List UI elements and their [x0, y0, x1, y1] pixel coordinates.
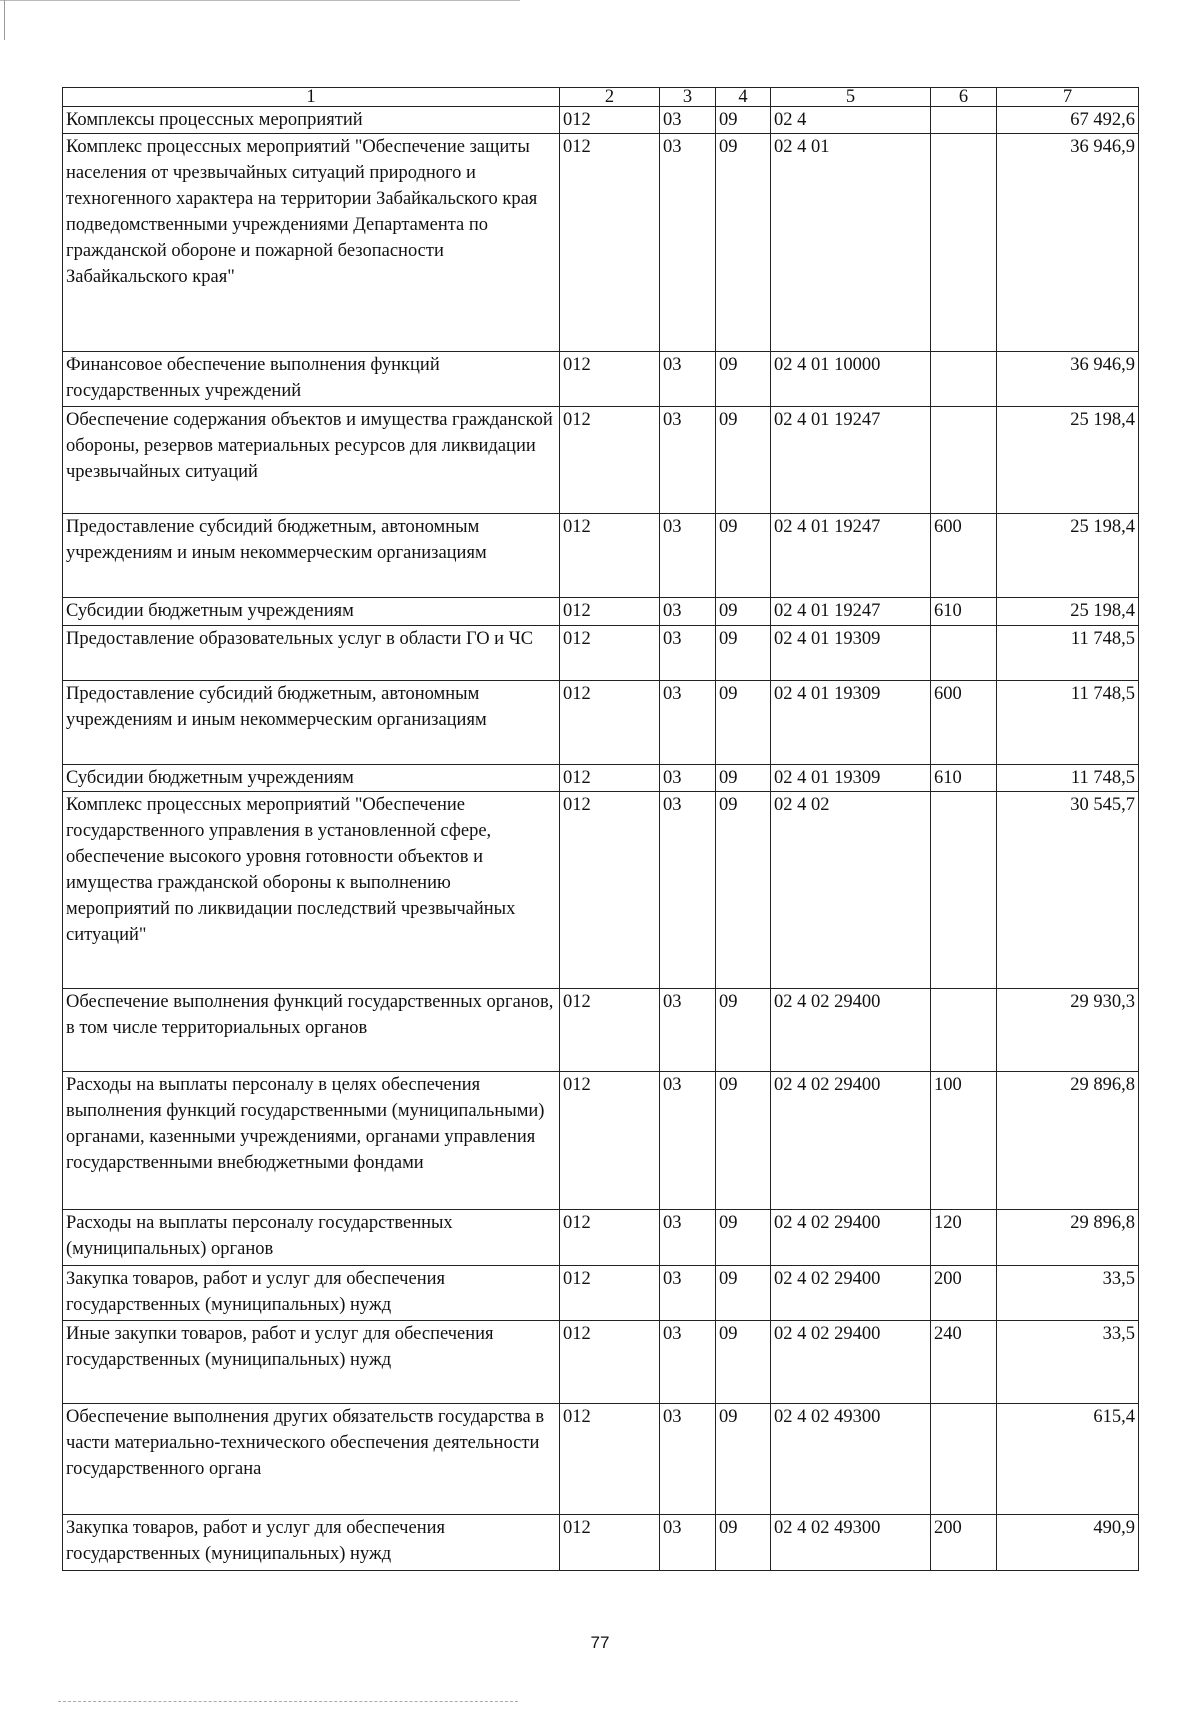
table-row: [63, 134, 1139, 352]
table-row: [63, 1321, 1139, 1404]
table-row: [63, 1515, 1139, 1571]
row-col-4: 09: [716, 681, 771, 765]
row-name: Обеспечение выполнения функций государственных органов, в том числе территориальных органов: [63, 989, 560, 1072]
row-amount: 25 198,4: [997, 514, 1139, 598]
row-col-3: 03: [660, 1210, 716, 1266]
row-col-4: 09: [716, 1404, 771, 1515]
table-row: [63, 1266, 1139, 1321]
row-col-5: 02 4 01 19247: [771, 598, 931, 626]
row-amount: 29 896,8: [997, 1210, 1139, 1266]
header-col-5: 5: [771, 88, 931, 107]
table-row: [63, 681, 1139, 765]
row-col-3: 03: [660, 1266, 716, 1321]
row-col-3: 03: [660, 989, 716, 1072]
row-col-6: 200: [931, 1515, 997, 1571]
row-col-5: 02 4 01 19247: [771, 514, 931, 598]
row-col-2: 012: [560, 1072, 660, 1210]
row-col-6: 600: [931, 514, 997, 598]
table-row: [63, 792, 1139, 989]
row-col-2: 012: [560, 989, 660, 1072]
row-name: Субсидии бюджетным учреждениям: [63, 598, 560, 626]
scan-edge-left: [4, 0, 5, 40]
row-col-3: 03: [660, 514, 716, 598]
row-col-2: 012: [560, 1404, 660, 1515]
row-col-4: 09: [716, 1210, 771, 1266]
row-amount: 11 748,5: [997, 681, 1139, 765]
row-col-3: 03: [660, 107, 716, 134]
row-col-4: 09: [716, 1072, 771, 1210]
row-amount: 67 492,6: [997, 107, 1139, 134]
row-name: Расходы на выплаты персоналу государственных (муниципальных) органов: [63, 1210, 560, 1266]
header-col-6: 6: [931, 88, 997, 107]
row-col-3: 03: [660, 792, 716, 989]
row-col-5: 02 4 01 19309: [771, 681, 931, 765]
row-col-3: 03: [660, 1515, 716, 1571]
row-col-6: [931, 407, 997, 514]
row-col-2: 012: [560, 765, 660, 792]
row-col-5: 02 4 02 49300: [771, 1404, 931, 1515]
row-col-4: 09: [716, 989, 771, 1072]
row-col-3: 03: [660, 681, 716, 765]
row-col-2: 012: [560, 681, 660, 765]
row-col-2: 012: [560, 792, 660, 989]
table-row: [63, 1072, 1139, 1210]
row-col-2: 012: [560, 1515, 660, 1571]
scan-edge-top: [0, 0, 520, 4]
row-col-5: 02 4 02 29400: [771, 1266, 931, 1321]
row-col-4: 09: [716, 407, 771, 514]
row-col-2: 012: [560, 407, 660, 514]
row-col-6: [931, 1404, 997, 1515]
row-col-2: 012: [560, 107, 660, 134]
header-col-4: 4: [716, 88, 771, 107]
row-col-4: 09: [716, 792, 771, 989]
row-col-2: 012: [560, 514, 660, 598]
header-col-2: 2: [560, 88, 660, 107]
row-col-2: 012: [560, 352, 660, 407]
row-amount: 33,5: [997, 1266, 1139, 1321]
row-col-2: 012: [560, 1210, 660, 1266]
row-col-5: 02 4 01 19309: [771, 626, 931, 681]
row-col-5: 02 4: [771, 107, 931, 134]
row-col-6: 610: [931, 598, 997, 626]
row-col-3: 03: [660, 1321, 716, 1404]
row-col-6: [931, 107, 997, 134]
table-row: [63, 989, 1139, 1072]
row-col-5: 02 4 02 29400: [771, 1321, 931, 1404]
row-col-6: [931, 626, 997, 681]
row-amount: 29 896,8: [997, 1072, 1139, 1210]
table-row: [63, 352, 1139, 407]
row-col-4: 09: [716, 134, 771, 352]
table-row: [63, 514, 1139, 598]
row-col-5: 02 4 02: [771, 792, 931, 989]
row-col-4: 09: [716, 514, 771, 598]
header-col-1: 1: [63, 88, 560, 107]
row-col-3: 03: [660, 352, 716, 407]
row-col-6: [931, 352, 997, 407]
row-amount: 33,5: [997, 1321, 1139, 1404]
row-col-3: 03: [660, 598, 716, 626]
table-row: [63, 1404, 1139, 1515]
row-name: Субсидии бюджетным учреждениям: [63, 765, 560, 792]
row-col-6: 610: [931, 765, 997, 792]
row-col-3: 03: [660, 134, 716, 352]
row-col-6: 120: [931, 1210, 997, 1266]
row-col-5: 02 4 01: [771, 134, 931, 352]
row-col-5: 02 4 02 29400: [771, 989, 931, 1072]
row-col-2: 012: [560, 1266, 660, 1321]
row-col-3: 03: [660, 1404, 716, 1515]
row-col-4: 09: [716, 107, 771, 134]
row-col-3: 03: [660, 765, 716, 792]
header-col-3: 3: [660, 88, 716, 107]
row-name: Финансовое обеспечение выполнения функций государственных учреждений: [63, 352, 560, 407]
row-amount: 25 198,4: [997, 407, 1139, 514]
table-row: [63, 598, 1139, 626]
row-name: Закупка товаров, работ и услуг для обеспечения государственных (муниципальных) нужд: [63, 1515, 560, 1571]
row-amount: 30 545,7: [997, 792, 1139, 989]
row-col-4: 09: [716, 1266, 771, 1321]
row-name: Обеспечение выполнения других обязательств государства в части материально-технического обеспечения деятельности государственного органа: [63, 1404, 560, 1515]
row-name: Комплексы процессных мероприятий: [63, 107, 560, 134]
row-name: Иные закупки товаров, работ и услуг для обеспечения государственных (муниципальных) нужд: [63, 1321, 560, 1404]
row-amount: 11 748,5: [997, 626, 1139, 681]
budget-table: [62, 87, 1139, 1571]
row-col-5: 02 4 01 10000: [771, 352, 931, 407]
scan-edge-bottom: [58, 1701, 518, 1703]
row-col-6: 100: [931, 1072, 997, 1210]
row-col-5: 02 4 02 29400: [771, 1210, 931, 1266]
row-amount: 490,9: [997, 1515, 1139, 1571]
row-amount: 29 930,3: [997, 989, 1139, 1072]
row-col-6: 200: [931, 1266, 997, 1321]
row-name: Комплекс процессных мероприятий "Обеспечение защиты населения от чрезвычайных ситуаций природного и техногенного характера на территории Забайкальского края подведомственными учреждениями Департамента по гражданской обороне и пожарной безопасности Забайкальского края": [63, 134, 560, 352]
row-col-2: 012: [560, 626, 660, 681]
table-row: [63, 1210, 1139, 1266]
row-col-4: 09: [716, 352, 771, 407]
row-col-2: 012: [560, 134, 660, 352]
row-col-4: 09: [716, 598, 771, 626]
row-col-5: 02 4 01 19247: [771, 407, 931, 514]
row-col-6: 600: [931, 681, 997, 765]
row-col-6: 240: [931, 1321, 997, 1404]
page-number: 77: [590, 1633, 610, 1652]
row-col-3: 03: [660, 1072, 716, 1210]
row-col-6: [931, 989, 997, 1072]
row-amount: 36 946,9: [997, 352, 1139, 407]
row-name: Расходы на выплаты персоналу в целях обеспечения выполнения функций государственными (муниципальными) органами, казенными учреждениями, органами управления государственными внебюджетными фондами: [63, 1072, 560, 1210]
row-col-2: 012: [560, 1321, 660, 1404]
row-col-4: 09: [716, 1321, 771, 1404]
row-col-6: [931, 792, 997, 989]
header-row: [63, 88, 1139, 107]
row-name: Предоставление субсидий бюджетным, автономным учреждениям и иным некоммерческим организациям: [63, 514, 560, 598]
row-name: Закупка товаров, работ и услуг для обеспечения государственных (муниципальных) нужд: [63, 1266, 560, 1321]
row-amount: 36 946,9: [997, 134, 1139, 352]
row-col-3: 03: [660, 407, 716, 514]
row-name: Предоставление субсидий бюджетным, автономным учреждениям и иным некоммерческим организациям: [63, 681, 560, 765]
row-name: Обеспечение содержания объектов и имущества гражданской обороны, резервов материальных ресурсов для ликвидации чрезвычайных ситуаций: [63, 407, 560, 514]
row-col-5: 02 4 02 49300: [771, 1515, 931, 1571]
row-col-2: 012: [560, 598, 660, 626]
row-col-3: 03: [660, 626, 716, 681]
row-name: Предоставление образовательных услуг в области ГО и ЧС: [63, 626, 560, 681]
row-col-5: 02 4 01 19309: [771, 765, 931, 792]
table-row: [63, 107, 1139, 134]
row-amount: 11 748,5: [997, 765, 1139, 792]
table-row: [63, 407, 1139, 514]
row-col-6: [931, 134, 997, 352]
table-row: [63, 765, 1139, 792]
row-col-5: 02 4 02 29400: [771, 1072, 931, 1210]
row-amount: 615,4: [997, 1404, 1139, 1515]
row-amount: 25 198,4: [997, 598, 1139, 626]
row-name: Комплекс процессных мероприятий "Обеспечение государственного управления в установленной сфере, обеспечение высокого уровня готовности объектов и имущества гражданской обороны к выполнению мероприятий по ликвидации последствий чрезвычайных ситуаций": [63, 792, 560, 989]
row-col-4: 09: [716, 626, 771, 681]
header-col-7: 7: [997, 88, 1139, 107]
row-col-4: 09: [716, 765, 771, 792]
row-col-4: 09: [716, 1515, 771, 1571]
table-row: [63, 626, 1139, 681]
